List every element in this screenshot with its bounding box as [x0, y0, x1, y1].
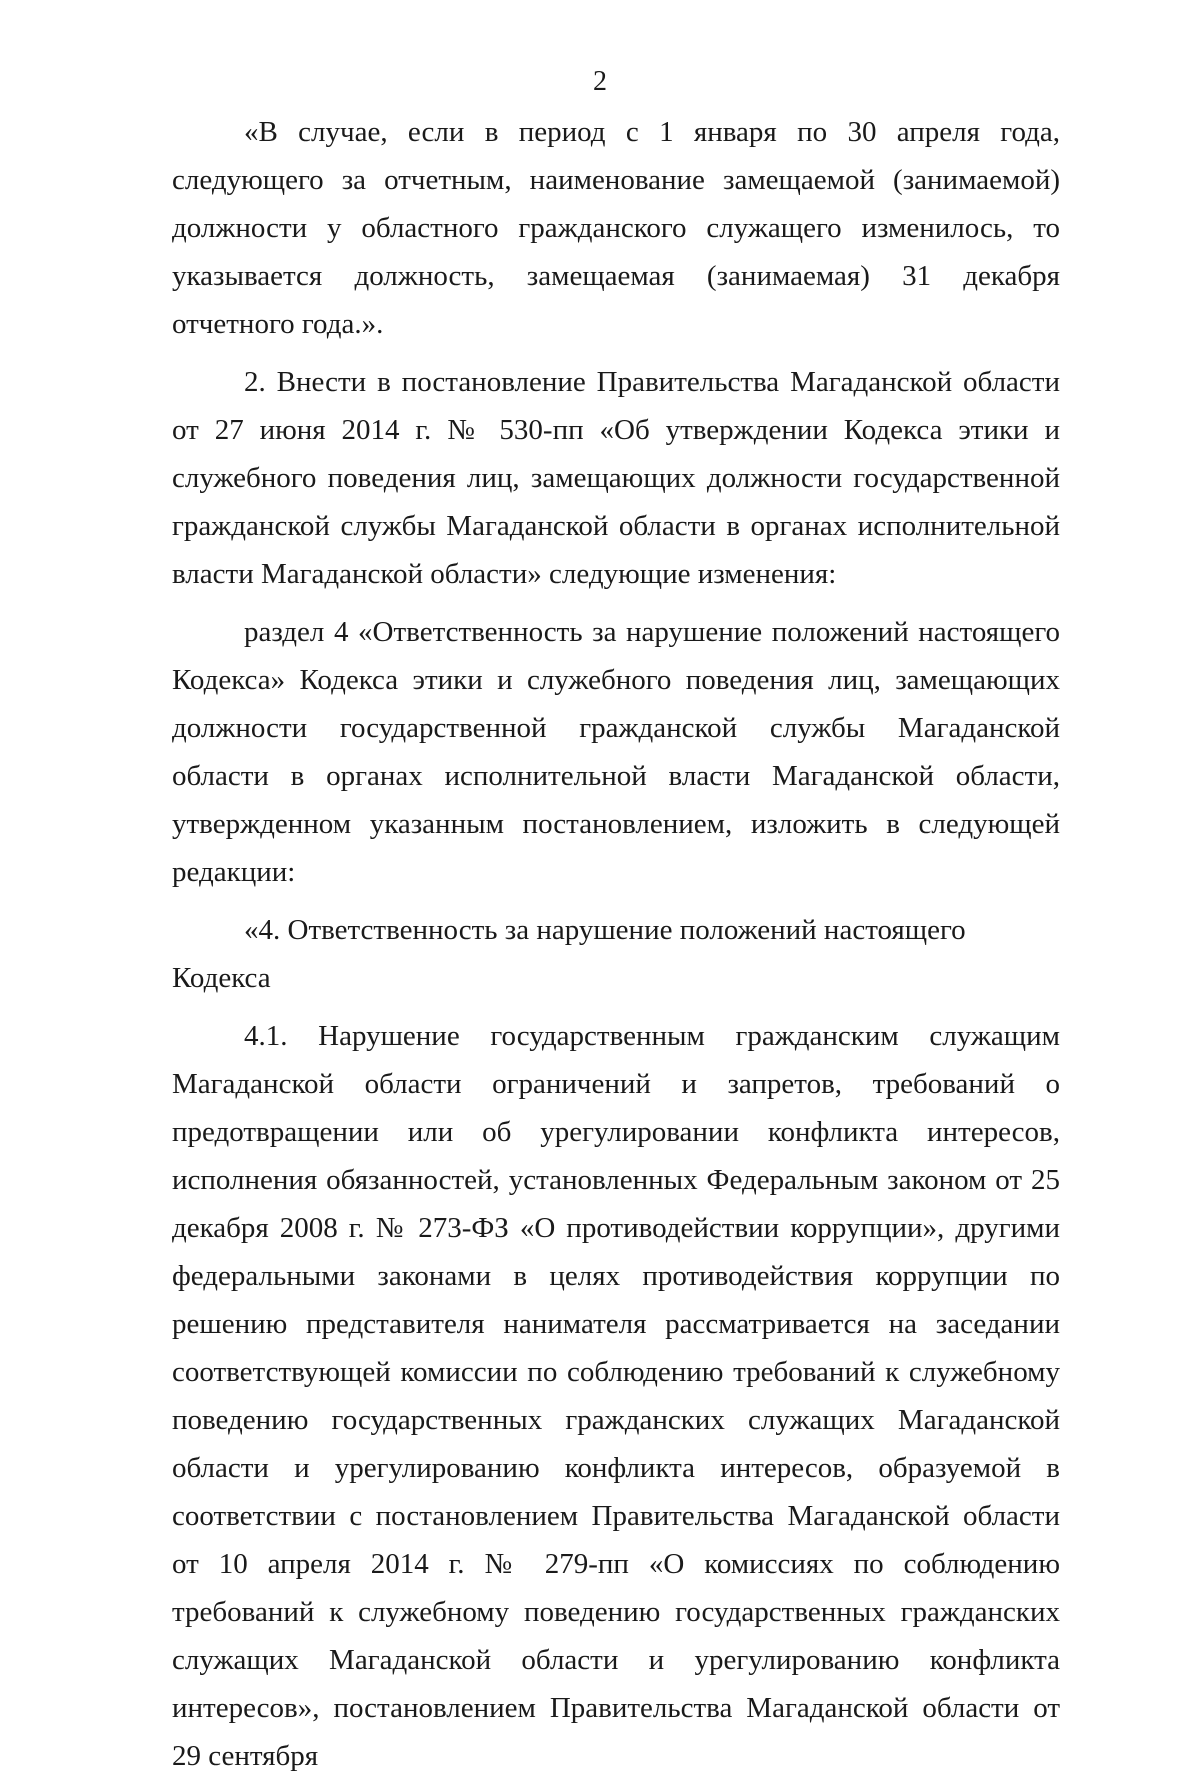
paragraph-quoted-clause: «В случае, если в период с 1 января по 30 апреля года, следующего за отчетным, наименование замещаемой (занимаемой) должности у областного гражданского служащего изменилось, то указывается должность, замещаемая (занимаемая) 31 декабря отчетного года.».	[172, 116, 1060, 340]
paragraph-4-1: 4.1. Нарушение государственным гражданским служащим Магаданской области ограничений и запретов, требований о предотвращении или об урегулировании конфликта интересов, исполнения обязанностей, установленных Федеральным законом от 25 декабря 2008 г. № 273-ФЗ «О противодействии коррупции», другими федеральными законами в целях противодействия коррупции по решению представителя нанимателя рассматривается на заседании соответствующей комиссии по соблюдению требований к служебному поведению государственных гражданских служащих Магаданской области и урегулированию конфликта интересов, образуемой в соответствии с постановлением Правительства Магаданской области от 10 апреля 2014 г. № 279-пп «О комиссиях по соблюдению требований к служебному поведению государственных гражданских служащих Магаданской области и урегулированию конфликта интересов», постановлением Правительства Магаданской области от 29 сентября	[172, 1020, 1060, 1772]
document-body	[172, 108, 1060, 1780]
section-4-heading: «4. Ответственность за нарушение положений настоящего Кодекса	[172, 914, 966, 994]
paragraph-section-4-amendment: раздел 4 «Ответственность за нарушение положений настоящего Кодекса» Кодекса этики и служебного поведения лиц, замещающих должности государственной гражданской службы Магаданской области в органах исполнительной власти Магаданской области, утвержденном указанным постановлением, изложить в следующей редакции:	[172, 616, 1060, 888]
page-number: 2	[593, 66, 607, 97]
paragraph-item-2: 2. Внести в постановление Правительства Магаданской области от 27 июня 2014 г. № 530-пп «Об утверждении Кодекса этики и служебного поведения лиц, замещающих должности государственной гражданской службы Магаданской области в органах исполнительной власти Магаданской области» следующие изменения:	[172, 366, 1060, 590]
